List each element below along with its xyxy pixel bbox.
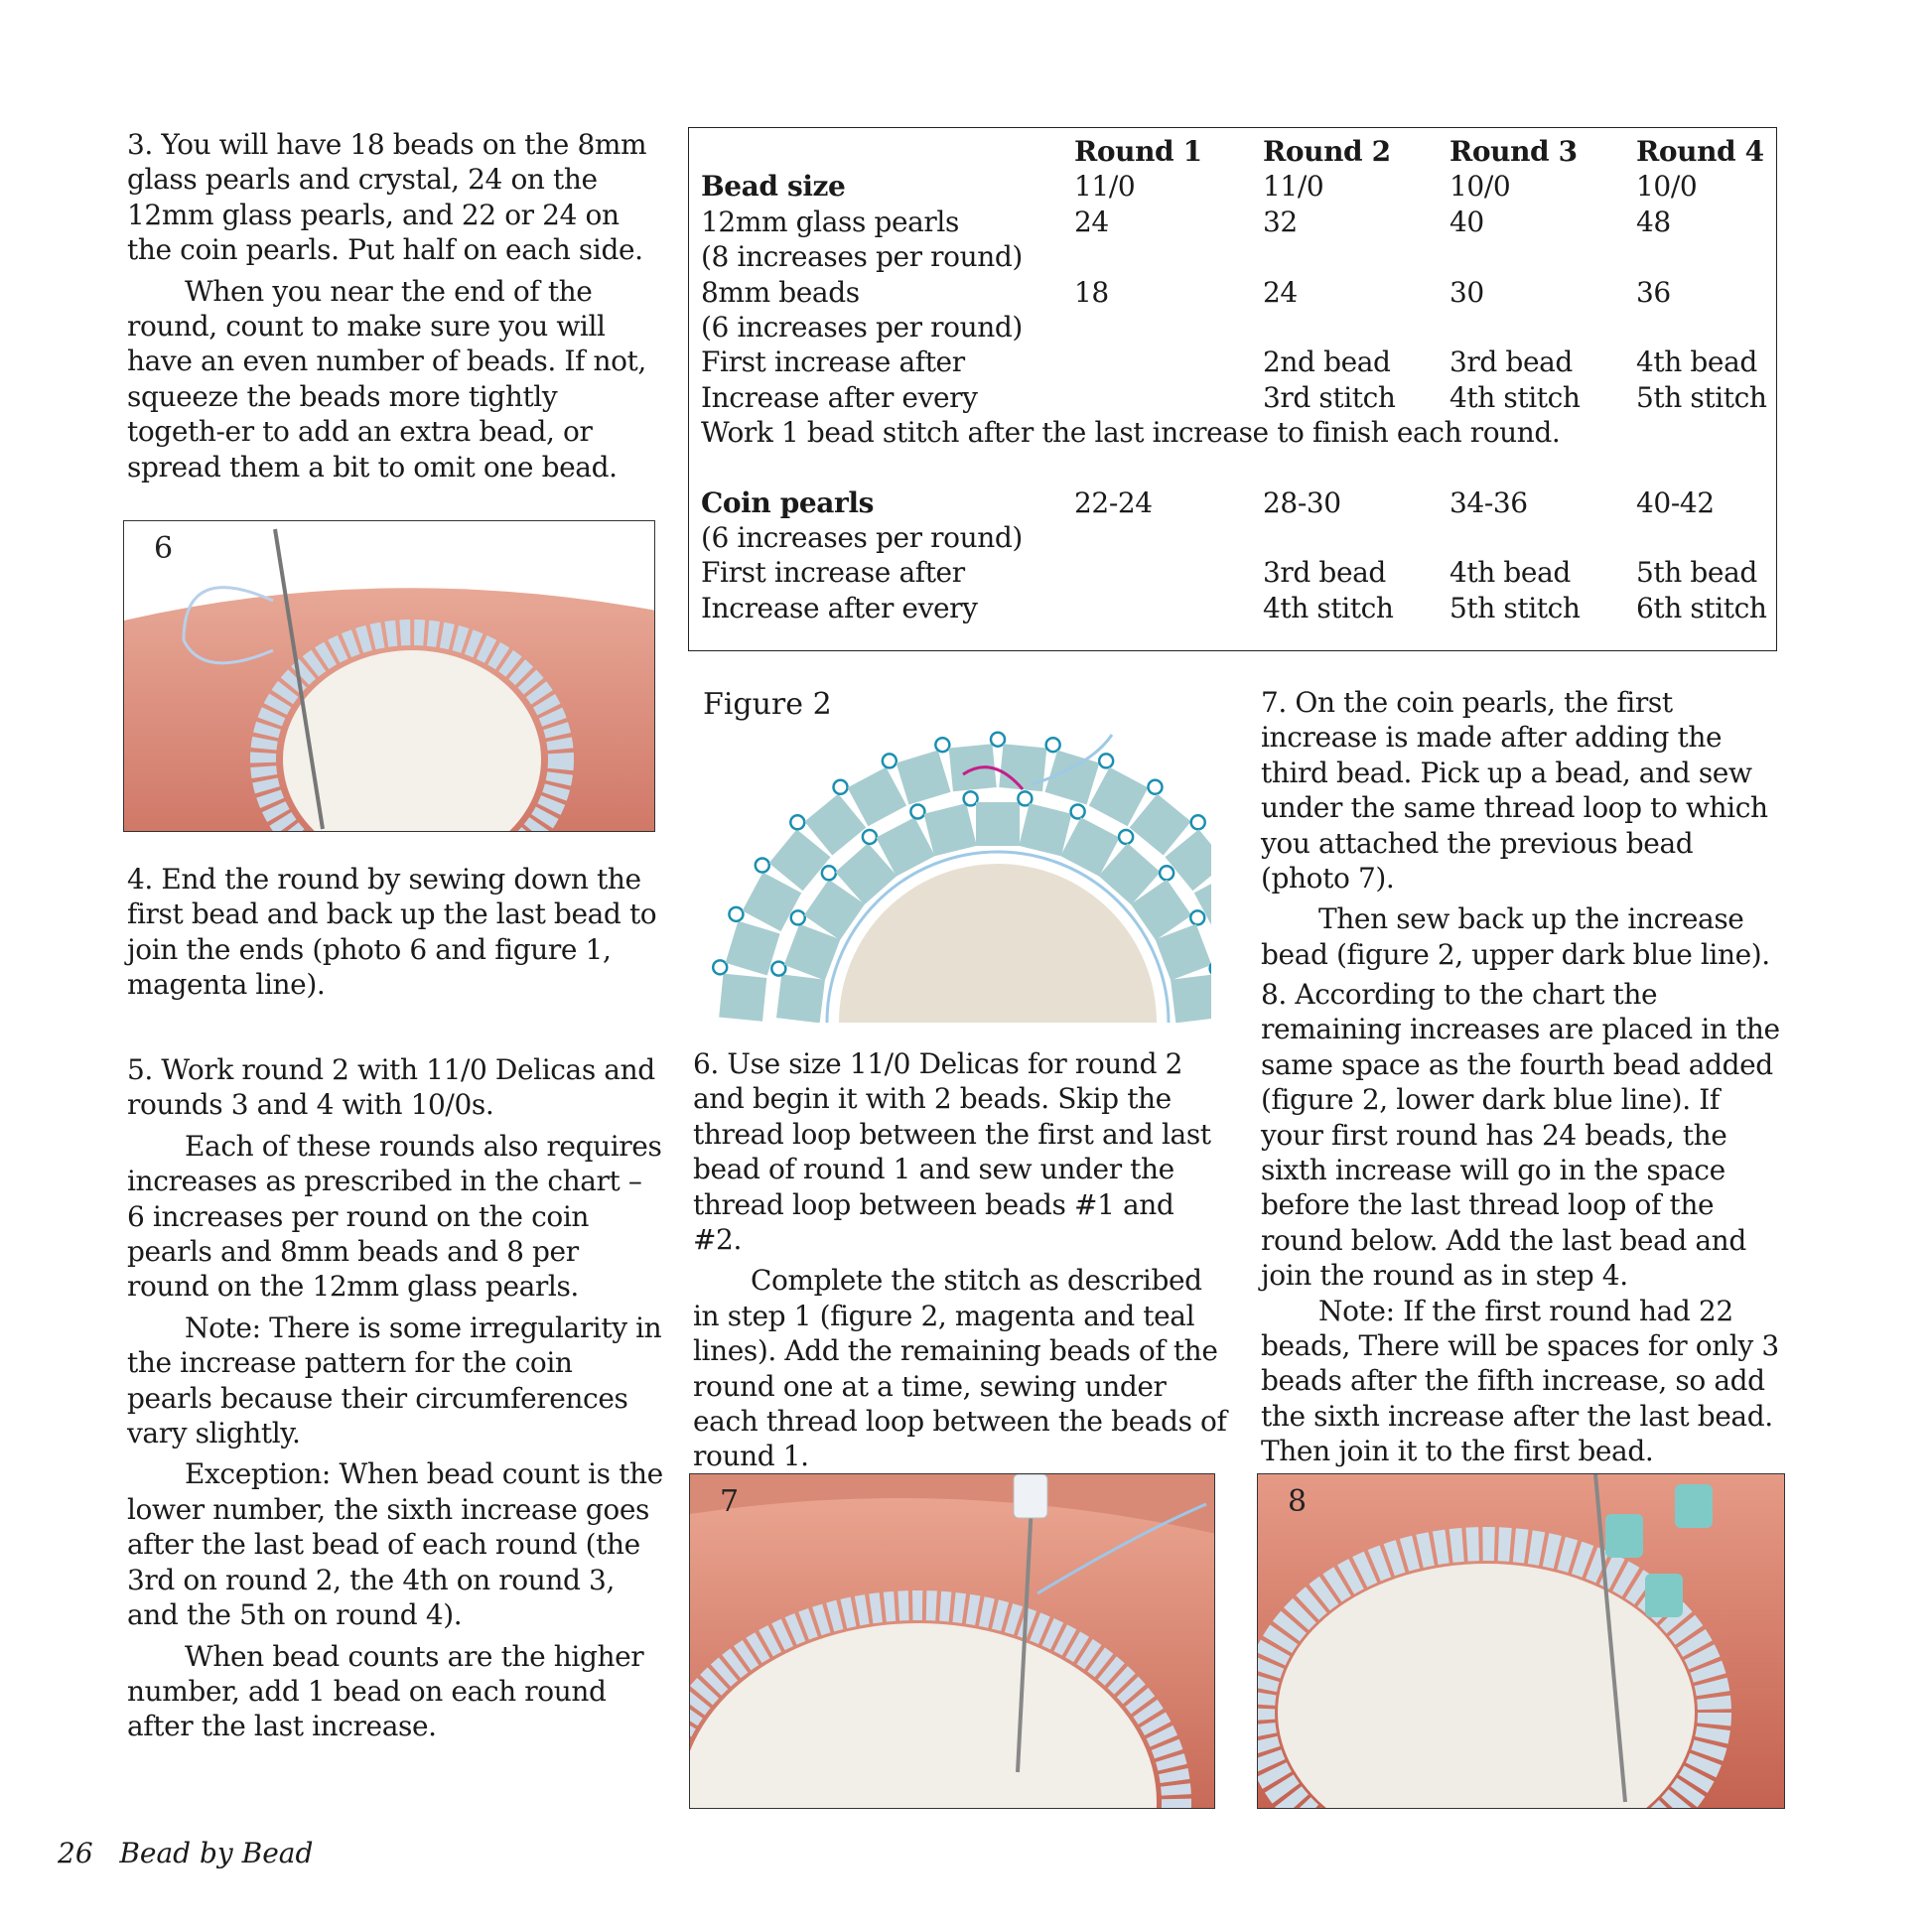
step-7-text: 7. On the coin pearls, the first increase is made after adding the third bead. Pick up a bead, and sew under the same thread loop to which you attached the previous bead (photo 7). bbox=[1261, 686, 1768, 896]
chart-cell: 4th bead bbox=[1449, 556, 1571, 590]
step-3-paragraph-2: When you near the end of the round, count to make sure you will have an even number of beads. If not, squeeze the beads more tightly togeth-er to add an extra bead, or spread them a bit to omit one bead. bbox=[127, 274, 646, 483]
step-5-paragraph-2: Each of these rounds also requires increases as prescribed in the chart – 6 increases per round on the coin pearls and 8mm beads and 8 per round on the 12mm glass pearls. bbox=[127, 1129, 662, 1304]
col2-block bbox=[693, 1046, 1229, 1474]
step-5-text: 5. Work round 2 with 11/0 Delicas and rounds 3 and 4 with 10/0s. bbox=[127, 1053, 655, 1122]
bead-round-2 bbox=[999, 744, 1046, 791]
chart-cell: 11/0 bbox=[1074, 170, 1136, 204]
thread-loop bbox=[771, 962, 785, 976]
pearl-core bbox=[839, 864, 1157, 1023]
chart-row bbox=[701, 205, 1767, 239]
chart-cell: 3rd bead bbox=[1263, 556, 1386, 590]
step-6-text: 6. Use size 11/0 Delicas for round 2 and begin it with 2 beads. Skip the thread loop between the first and last bead of round 1 and sew under the thread loop between beads #1 and #2. bbox=[693, 1047, 1211, 1257]
bead-diagram bbox=[713, 733, 1211, 1023]
chart-cell: 40 bbox=[1449, 205, 1484, 238]
chart-cell: 24 bbox=[1074, 205, 1109, 238]
step-5-exception: Exception: When bead count is the lower number, the sixth increase goes after the last bead of each round (the 3rd on round 2, the 4th on round 3, and the 5th on round 4). bbox=[127, 1457, 663, 1632]
chart-cell: First increase after bbox=[701, 556, 965, 590]
bead-round-1 bbox=[976, 802, 1020, 846]
bead-round-1 bbox=[776, 974, 825, 1023]
chart-row bbox=[701, 485, 1767, 520]
thread-loop bbox=[910, 804, 924, 818]
photo-8-number: 8 bbox=[1288, 1484, 1308, 1519]
thread-loop bbox=[1099, 754, 1113, 767]
step-5-note: Note: There is some irregularity in the increase pattern for the coin pearls because their circumferences vary slightly. bbox=[127, 1311, 662, 1450]
bead-chart bbox=[688, 127, 1777, 651]
chart-header: Round 3 bbox=[1449, 135, 1578, 168]
chart-cell: 2nd bead bbox=[1263, 345, 1391, 379]
step-8-note: Note: If the first round had 22 beads, There will be spaces for only 3 beads after the fifth increase, so add the sixth increase after the last bead. Then join it to the first bead. bbox=[1261, 1294, 1779, 1468]
chart-header bbox=[701, 134, 1074, 169]
chart-cell: (8 increases per round) bbox=[701, 240, 1023, 274]
thread-loop bbox=[1071, 804, 1085, 818]
chart-cell: 36 bbox=[1636, 275, 1671, 309]
bead-round-1 bbox=[1019, 803, 1071, 856]
photo-7-image bbox=[690, 1474, 1215, 1809]
chart-cell: 3rd stitch bbox=[1263, 380, 1396, 414]
photo-7 bbox=[689, 1473, 1215, 1809]
chart-cell: 6th stitch bbox=[1636, 591, 1767, 624]
col1-block-c bbox=[127, 1052, 663, 1744]
thread-loop bbox=[834, 780, 848, 794]
chart-cell: 34-36 bbox=[1449, 485, 1528, 519]
thread-loop bbox=[883, 754, 897, 767]
chart-cell: 3rd bead bbox=[1449, 345, 1573, 379]
thread-loop bbox=[1190, 910, 1204, 924]
chart-row bbox=[701, 380, 1767, 415]
photo-8 bbox=[1257, 1473, 1785, 1809]
chart-header: Round 1 bbox=[1074, 135, 1202, 168]
col3-block-a bbox=[1261, 685, 1787, 972]
chart-note: Work 1 bead stitch after the last increase to finish each round. bbox=[701, 416, 1561, 450]
thread-loop bbox=[713, 960, 727, 974]
thread-loop bbox=[964, 791, 978, 805]
step-3-text: 3. You will have 18 beads on the 8mm glass pearls and crystal, 24 on the 12mm glass pearls, and 22 or 24 on the coin pearls. Put half on each side. bbox=[127, 128, 647, 267]
thread-loop bbox=[822, 866, 836, 880]
photo-6-number: 6 bbox=[154, 531, 174, 566]
chart-cell: 28-30 bbox=[1263, 485, 1341, 519]
bead-round-1 bbox=[924, 803, 977, 856]
step-8-text: 8. According to the chart the remaining increases are placed in the same space as the fourth bead added (figure 2, lower dark blue line). If your first round has 24 beads, the sixth increase will go in the space before the last thread loop of the round below. Add the last bead and join the round as in step 4. bbox=[1261, 978, 1780, 1293]
chart-row bbox=[701, 520, 1767, 555]
step-5-higher: When bead counts are the higher number, add 1 bead on each round after the last increase. bbox=[127, 1639, 644, 1743]
chart-cell: Increase after every bbox=[701, 380, 978, 414]
step-7-paragraph-2: Then sew back up the increase bead (figure 2, upper dark blue line). bbox=[1261, 902, 1770, 971]
chart-cell: 10/0 bbox=[1636, 170, 1698, 204]
chart-cell: 8mm beads bbox=[701, 275, 860, 309]
chart-cell: 18 bbox=[1074, 275, 1109, 309]
book-title: Bead by Bead bbox=[119, 1837, 314, 1869]
col1-block-a bbox=[127, 127, 663, 484]
thread-loop bbox=[729, 907, 743, 921]
bead-round-2 bbox=[719, 974, 766, 1022]
photo-6-image bbox=[124, 521, 655, 832]
page-number: 26 bbox=[58, 1837, 93, 1869]
chart-row bbox=[701, 310, 1767, 345]
thread-loop bbox=[935, 738, 949, 752]
step-6-paragraph-2: Complete the stitch as described in step 1 (figure 2, magenta and teal lines). Add the remaining beads of the round one at a time, sewing under each thread loop between the beads of round 1. bbox=[693, 1264, 1227, 1473]
chart-cell: Bead size bbox=[701, 170, 846, 204]
chart-cell: 4th stitch bbox=[1449, 380, 1581, 414]
thread-loop bbox=[991, 733, 1005, 747]
chart-cell: 5th stitch bbox=[1636, 380, 1767, 414]
chart-note-row bbox=[701, 415, 1767, 450]
figure-2-diagram bbox=[695, 695, 1211, 1023]
chart-cell: 32 bbox=[1263, 205, 1298, 238]
chart-header-row bbox=[701, 134, 1767, 169]
chart-cell: First increase after bbox=[701, 345, 965, 379]
chart-cell: 24 bbox=[1263, 275, 1298, 309]
chart-cell: 12mm glass pearls bbox=[701, 205, 959, 238]
photo-7-number: 7 bbox=[720, 1484, 740, 1519]
chart-header: Round 2 bbox=[1263, 135, 1391, 168]
thread-loop bbox=[1046, 738, 1060, 752]
thread-loop bbox=[1018, 791, 1032, 805]
bead-round-1 bbox=[1171, 974, 1211, 1023]
chart-row bbox=[701, 169, 1767, 204]
figure-2-label: Figure 2 bbox=[703, 687, 832, 722]
chart-cell: 22-24 bbox=[1074, 485, 1153, 519]
chart-row bbox=[701, 555, 1767, 590]
chart-cell: 4th stitch bbox=[1263, 591, 1394, 624]
chart-cell: Coin pearls bbox=[701, 485, 874, 519]
bead-chart-table bbox=[701, 134, 1767, 625]
thread-loop bbox=[790, 815, 804, 829]
bead-round-2 bbox=[897, 751, 951, 805]
chart-cell: 40-42 bbox=[1636, 485, 1715, 519]
col3-block-b bbox=[1261, 977, 1787, 1469]
page-footer bbox=[58, 1837, 313, 1869]
col1-block-b bbox=[127, 862, 663, 1003]
chart-cell: (6 increases per round) bbox=[701, 311, 1023, 345]
step-4-text: 4. End the round by sewing down the first bead and back up the last bead to join the ends (photo 6 and figure 1, magenta line). bbox=[127, 863, 657, 1002]
chart-cell: 10/0 bbox=[1449, 170, 1511, 204]
thread-loop bbox=[1191, 815, 1205, 829]
chart-cell: 48 bbox=[1636, 205, 1671, 238]
thread-loop bbox=[791, 910, 805, 924]
thread-loop bbox=[1148, 780, 1162, 794]
chart-cell: 11/0 bbox=[1263, 170, 1324, 204]
chart-cell: 5th stitch bbox=[1449, 591, 1581, 624]
thread-loop bbox=[1160, 866, 1173, 880]
chart-row bbox=[701, 345, 1767, 379]
chart-cell: Increase after every bbox=[701, 591, 978, 624]
chart-cell: (6 increases per round) bbox=[701, 521, 1023, 555]
thread-loop bbox=[756, 859, 769, 873]
thread-loop bbox=[863, 830, 877, 844]
chart-cell: 4th bead bbox=[1636, 345, 1757, 379]
chart-row bbox=[701, 239, 1767, 274]
chart-header: Round 4 bbox=[1636, 135, 1764, 168]
chart-cell: 5th bead bbox=[1636, 556, 1757, 590]
chart-row bbox=[701, 591, 1767, 625]
chart-row bbox=[701, 275, 1767, 310]
photo-8-image bbox=[1258, 1474, 1785, 1809]
thread-loop bbox=[1119, 830, 1133, 844]
chart-cell: 30 bbox=[1449, 275, 1484, 309]
photo-6 bbox=[123, 520, 655, 832]
